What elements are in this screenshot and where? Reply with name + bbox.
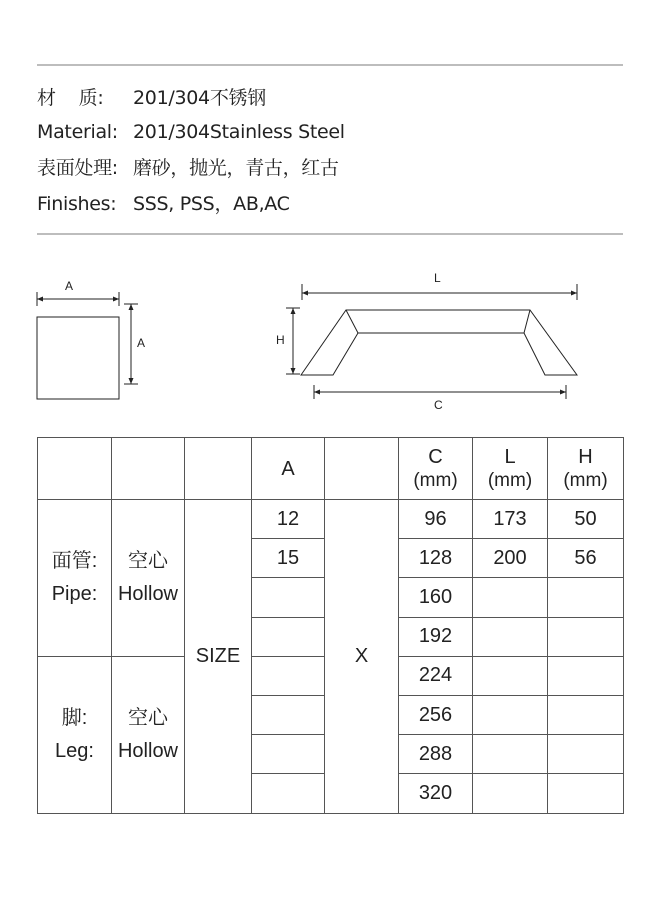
finish-en-label: Finishes: bbox=[37, 193, 117, 215]
l-value: 200 bbox=[473, 539, 548, 578]
pipe-label-cell bbox=[38, 500, 112, 657]
pipe-cn-label: 面管: bbox=[51, 549, 98, 572]
h-value bbox=[548, 695, 624, 734]
a-value bbox=[252, 695, 325, 734]
handle-label-h: H bbox=[276, 333, 285, 347]
x-label-cell: X bbox=[325, 500, 399, 814]
middle-divider bbox=[37, 233, 623, 235]
h-value bbox=[548, 578, 624, 617]
a-value bbox=[252, 617, 325, 656]
l-value bbox=[473, 735, 548, 774]
h-value bbox=[548, 617, 624, 656]
dimension-diagram bbox=[0, 262, 650, 432]
handle-label-l: L bbox=[434, 271, 441, 285]
header-empty-cell bbox=[185, 438, 252, 500]
c-value: 256 bbox=[399, 695, 473, 734]
table-row bbox=[38, 500, 624, 539]
material-cn-value: 201/304不锈钢 bbox=[133, 87, 266, 109]
pipe-type-en: Hollow bbox=[117, 582, 179, 605]
a-value bbox=[252, 735, 325, 774]
c-value: 320 bbox=[399, 774, 473, 813]
finish-en-line bbox=[37, 192, 290, 216]
a-value bbox=[252, 578, 325, 617]
leg-label-cell bbox=[38, 656, 112, 813]
finish-cn-label: 表面处理: bbox=[37, 157, 118, 179]
finish-cn-line bbox=[37, 156, 339, 180]
leg-type-cell bbox=[112, 656, 185, 813]
header-empty-cell bbox=[112, 438, 185, 500]
material-en-label: Material: bbox=[37, 121, 118, 143]
material-cn-line bbox=[37, 86, 266, 110]
square-label-side: A bbox=[137, 336, 146, 350]
material-cn-label: 材 质: bbox=[37, 87, 104, 109]
square-profile-diagram bbox=[37, 279, 145, 399]
a-value: 12 bbox=[252, 500, 325, 539]
leg-type-en: Hollow bbox=[117, 739, 179, 762]
leg-cn-label: 脚: bbox=[61, 706, 88, 729]
handle-outline bbox=[301, 310, 577, 375]
leg-en-label: Leg: bbox=[55, 739, 94, 762]
h-value bbox=[548, 774, 624, 813]
l-value bbox=[473, 774, 548, 813]
header-a: A bbox=[252, 438, 325, 500]
a-value bbox=[252, 656, 325, 695]
handle-diagram bbox=[276, 271, 577, 412]
material-en-line bbox=[37, 120, 345, 144]
header-empty-cell bbox=[38, 438, 112, 500]
c-value: 160 bbox=[399, 578, 473, 617]
c-value: 96 bbox=[399, 500, 473, 539]
pipe-type-cell bbox=[112, 500, 185, 657]
a-value: 15 bbox=[252, 539, 325, 578]
h-value: 50 bbox=[548, 500, 624, 539]
l-value bbox=[473, 656, 548, 695]
c-value: 128 bbox=[399, 539, 473, 578]
c-value: 288 bbox=[399, 735, 473, 774]
top-divider bbox=[37, 64, 623, 66]
a-value bbox=[252, 774, 325, 813]
c-value: 192 bbox=[399, 617, 473, 656]
h-value bbox=[548, 735, 624, 774]
header-h: H (mm) bbox=[548, 438, 624, 500]
c-value: 224 bbox=[399, 656, 473, 695]
pipe-type-cn: 空心 bbox=[128, 549, 168, 572]
finish-cn-value: 磨砂，抛光，青古，红古 bbox=[133, 157, 339, 179]
table-header-row bbox=[38, 438, 624, 500]
l-value bbox=[473, 617, 548, 656]
handle-label-c: C bbox=[434, 398, 443, 412]
l-value: 173 bbox=[473, 500, 548, 539]
square-cross-section bbox=[37, 317, 119, 399]
square-label-top: A bbox=[65, 279, 74, 293]
l-value bbox=[473, 695, 548, 734]
leg-type-cn: 空心 bbox=[128, 706, 168, 729]
material-en-value: 201/304Stainless Steel bbox=[133, 121, 345, 143]
header-l: L (mm) bbox=[473, 438, 548, 500]
header-c: C (mm) bbox=[399, 438, 473, 500]
h-value: 56 bbox=[548, 539, 624, 578]
size-table bbox=[37, 437, 624, 814]
pipe-en-label: Pipe: bbox=[51, 582, 98, 605]
size-label-cell: SIZE bbox=[185, 500, 252, 814]
l-value bbox=[473, 578, 548, 617]
h-value bbox=[548, 656, 624, 695]
header-empty-cell bbox=[325, 438, 399, 500]
finish-en-value: SSS, PSS，AB,AC bbox=[133, 193, 290, 215]
